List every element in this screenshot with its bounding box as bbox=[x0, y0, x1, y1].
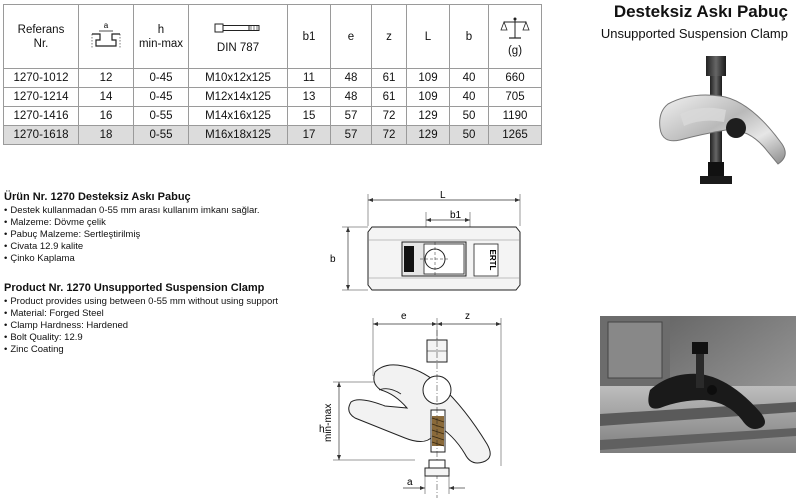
dim-e-label: e bbox=[401, 311, 407, 322]
side-view-drawing bbox=[315, 306, 507, 499]
product-info-turkish bbox=[4, 190, 260, 265]
title-turkish: Desteksiz Askı Pabuç bbox=[613, 2, 788, 21]
cell-din: M16x18x125 bbox=[189, 126, 288, 145]
t-slot-icon bbox=[88, 20, 124, 50]
list-item: • Civata 12.9 kalite bbox=[4, 241, 260, 253]
header-ref-line2: Nr. bbox=[33, 37, 49, 50]
header-weight-unit: (g) bbox=[507, 45, 523, 57]
cell-b: 40 bbox=[450, 69, 489, 88]
dim-h-label: h bbox=[319, 424, 325, 435]
header-ref bbox=[4, 5, 79, 69]
header-L: L bbox=[407, 5, 450, 69]
cell-L: 109 bbox=[407, 88, 450, 107]
product-title-english: Product Nr. 1270 Unsupported Suspension Clamp bbox=[4, 282, 265, 294]
header-h-line2: min-max bbox=[138, 37, 184, 50]
header-b: b bbox=[450, 5, 489, 69]
cell-din: M12x14x125 bbox=[189, 88, 288, 107]
cell-b: 40 bbox=[450, 88, 489, 107]
list-item: • Material: Forged Steel bbox=[4, 308, 278, 320]
cell-e: 48 bbox=[331, 69, 372, 88]
cell-a: 12 bbox=[79, 69, 134, 88]
cell-z: 61 bbox=[372, 88, 407, 107]
cell-a: 16 bbox=[79, 107, 134, 126]
table-row bbox=[4, 126, 542, 145]
title-english: Unsupported Suspension Clamp bbox=[600, 26, 788, 41]
cell-b1: 11 bbox=[288, 69, 331, 88]
cell-b: 50 bbox=[450, 126, 489, 145]
usage-photo bbox=[600, 316, 796, 453]
dim-b1-label: b1 bbox=[450, 210, 462, 221]
cell-din: M14x16x125 bbox=[189, 107, 288, 126]
header-b1: b1 bbox=[288, 5, 331, 69]
header-h bbox=[134, 5, 189, 69]
cell-h: 0-55 bbox=[134, 126, 189, 145]
cell-b1: 13 bbox=[288, 88, 331, 107]
cell-ref: 1270-1012 bbox=[4, 69, 79, 88]
bolt-icon bbox=[213, 19, 263, 37]
cell-e: 48 bbox=[331, 88, 372, 107]
cell-b1: 17 bbox=[288, 126, 331, 145]
scale-icon bbox=[500, 16, 530, 40]
cell-z: 72 bbox=[372, 107, 407, 126]
cell-z: 72 bbox=[372, 126, 407, 145]
cell-h: 0-55 bbox=[134, 107, 189, 126]
drawing-logo: ERTL bbox=[488, 249, 497, 271]
cell-b: 50 bbox=[450, 107, 489, 126]
cell-b1: 15 bbox=[288, 107, 331, 126]
cell-a: 18 bbox=[79, 126, 134, 145]
cell-ref: 1270-1416 bbox=[4, 107, 79, 126]
cell-L: 129 bbox=[407, 107, 450, 126]
header-ref-line1: Referans bbox=[17, 23, 65, 36]
dim-z-label: z bbox=[465, 311, 470, 322]
cell-a: 14 bbox=[79, 88, 134, 107]
header-a-label: a bbox=[103, 21, 109, 30]
cell-ref: 1270-1618 bbox=[4, 126, 79, 145]
cell-weight: 1190 bbox=[489, 107, 542, 126]
dim-minmax-label: min-max bbox=[323, 403, 334, 442]
cell-weight: 705 bbox=[489, 88, 542, 107]
cell-L: 129 bbox=[407, 126, 450, 145]
cell-e: 57 bbox=[331, 126, 372, 145]
header-e: e bbox=[331, 5, 372, 69]
table-row bbox=[4, 88, 542, 107]
spec-table bbox=[3, 4, 542, 145]
cell-h: 0-45 bbox=[134, 69, 189, 88]
cell-L: 109 bbox=[407, 69, 450, 88]
table-row bbox=[4, 69, 542, 88]
list-item: • Product provides using between 0-55 mm without using support bbox=[4, 296, 278, 308]
list-item: • Destek kullanmadan 0-55 mm arası kullanım imkanı sağlar. bbox=[4, 205, 260, 217]
header-din bbox=[189, 5, 288, 69]
product-title-turkish: Ürün Nr. 1270 Desteksiz Askı Pabuç bbox=[4, 191, 191, 203]
dim-b-label: b bbox=[330, 254, 336, 265]
header-h-line1: h bbox=[157, 23, 165, 36]
list-item: • Pabuç Malzeme: Sertleştirilmiş bbox=[4, 229, 260, 241]
list-item: • Clamp Hardness: Hardened bbox=[4, 320, 278, 332]
dim-a-label: a bbox=[407, 477, 413, 488]
dim-L-label: L bbox=[440, 190, 446, 201]
cell-e: 57 bbox=[331, 107, 372, 126]
list-item: • Malzeme: Dövme çelik bbox=[4, 217, 260, 229]
header-z: z bbox=[372, 5, 407, 69]
header-din-label: DIN 787 bbox=[216, 42, 260, 54]
top-view-drawing bbox=[322, 190, 530, 296]
cell-ref: 1270-1214 bbox=[4, 88, 79, 107]
table-row bbox=[4, 107, 542, 126]
cell-din: M10x12x125 bbox=[189, 69, 288, 88]
cell-weight: 660 bbox=[489, 69, 542, 88]
header-weight bbox=[489, 5, 542, 69]
product-info-english bbox=[4, 281, 278, 356]
cell-weight: 1265 bbox=[489, 126, 542, 145]
list-item: • Zinc Coating bbox=[4, 344, 278, 356]
list-item: • Bolt Quality: 12.9 bbox=[4, 332, 278, 344]
list-item: • Çinko Kaplama bbox=[4, 253, 260, 265]
header-a bbox=[79, 5, 134, 69]
product-photo bbox=[650, 44, 796, 194]
table-header-row bbox=[4, 5, 542, 69]
cell-z: 61 bbox=[372, 69, 407, 88]
cell-h: 0-45 bbox=[134, 88, 189, 107]
